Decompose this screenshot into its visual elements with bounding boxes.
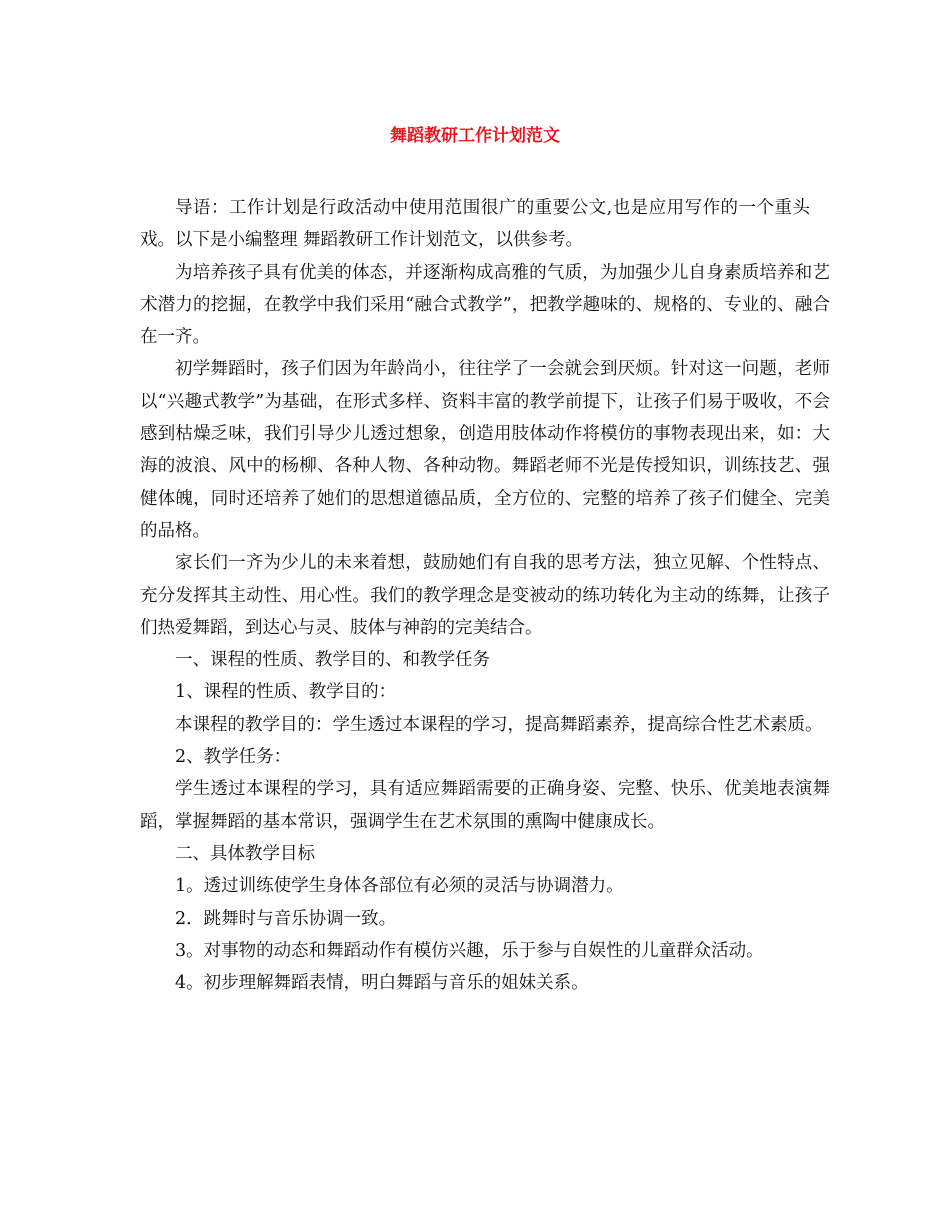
subsection-heading-1-1: 1、课程的性质、教学目的： bbox=[175, 682, 397, 703]
paragraph-beginners: 初学舞蹈时，孩子们因为年龄尚小，往往学了一会就会到厌烦。针对这一问题，老师以“兴趣式教学”为基础，在形式多样、资料丰富的教学前提下，让孩子们易于吸收，不会感到枯燥乏味，我们引导少儿透过想象，创造用肢体动作将模仿的事物表现出来，如：大海的波浪、风中的杨柳、各种人物、各种动物。舞蹈老师不光是传授知识，训练技艺、强健体魄，同时还培养了她们的思想道德品质，全方位的、完整的培养了孩子们健全、完美的品格。 bbox=[140, 359, 830, 541]
list-item-2: 2．跳舞时与音乐协调一致。 bbox=[175, 908, 397, 929]
paragraph-intro: 导语：工作计划是行政活动中使用范围很广的重要公文,也是应用写作的一个重头戏。以下是小编整理 舞蹈教研工作计划范文，以供参考。 bbox=[140, 198, 810, 251]
paragraph-course-purpose: 本课程的教学目的：学生透过本课程的学习，提高舞蹈素养，提高综合性艺术素质。 bbox=[175, 714, 823, 735]
document-body bbox=[140, 192, 830, 999]
paragraph-teaching-task: 学生透过本课程的学习，具有适应舞蹈需要的正确身姿、完整、快乐、优美地表演舞蹈，掌握舞蹈的基本常识，强调学生在艺术氛围的熏陶中健康成长。 bbox=[140, 779, 830, 832]
section-heading-2: 二、具体教学目标 bbox=[175, 843, 315, 864]
paragraph-parents: 家长们一齐为少儿的未来着想，鼓励她们有自我的思考方法，独立见解、个性特点、充分发挥其主动性、用心性。我们的教学理念是变被动的练功转化为主动的练舞，让孩子们热爱舞蹈，到达心与灵、肢体与神韵的完美结合。 bbox=[140, 553, 830, 638]
document-title: 舞蹈教研工作计划范文 bbox=[390, 126, 560, 146]
list-item-4: 4。初步理解舞蹈表情，明白舞蹈与音乐的姐妹关系。 bbox=[175, 973, 589, 994]
subsection-heading-1-2: 2、教学任务： bbox=[175, 747, 292, 768]
list-item-1: 1。透过训练使学生身体各部位有必须的灵活与协调潜力。 bbox=[175, 876, 624, 897]
paragraph-goal: 为培养孩子具有优美的体态，并逐渐构成高雅的气质，为加强少儿自身素质培养和艺术潜力的挖掘，在教学中我们采用“融合式教学”，把教学趣味的、规格的、专业的、融合在一齐。 bbox=[140, 262, 830, 348]
list-item-3: 3。对事物的动态和舞蹈动作有模仿兴趣，乐于参与自娱性的儿童群众活动。 bbox=[175, 940, 764, 961]
section-heading-1: 一、课程的性质、教学目的、和教学任务 bbox=[175, 650, 490, 671]
